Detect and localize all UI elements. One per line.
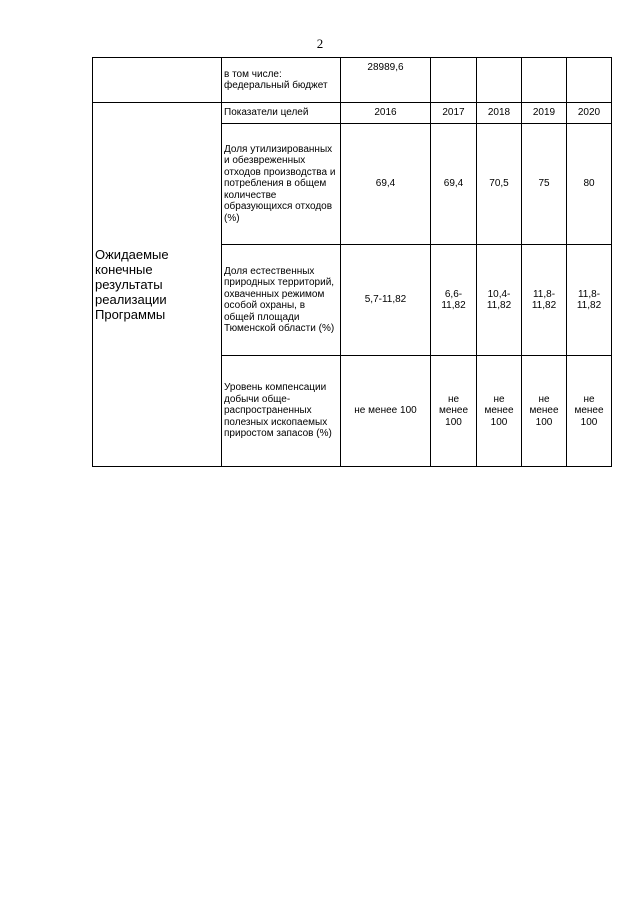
indicator-value: 11,8-11,82	[567, 245, 612, 356]
indicator-value: 75	[522, 124, 567, 245]
indicator-value: не менее 100	[522, 356, 567, 467]
indicator-value: не менее 100	[341, 356, 431, 467]
indicator-label: Уровень компенсации добычи обще-распространенных полезных ископаемых приростом запасов (%)	[222, 356, 341, 467]
indicator-label: Доля естественных природных территорий, охваченных режимом особой охраны, в общей площади Тюменской области (%)	[222, 245, 341, 356]
indicator-value: 69,4	[431, 124, 477, 245]
empty-cell	[477, 58, 522, 103]
indicator-value: 70,5	[477, 124, 522, 245]
indicator-value: не менее 100	[567, 356, 612, 467]
year-cell: 2020	[567, 103, 612, 124]
indicator-label: Доля утилизированных и обезвреженных отходов производства и потребления в общем количестве образующихся отходов (%)	[222, 124, 341, 245]
program-table	[92, 57, 612, 467]
indicator-value: 10,4-11,82	[477, 245, 522, 356]
year-cell: 2017	[431, 103, 477, 124]
header-row	[93, 103, 612, 124]
empty-cell	[522, 58, 567, 103]
indicator-value: 5,7-11,82	[341, 245, 431, 356]
indicator-value: не менее 100	[477, 356, 522, 467]
indicator-value: не менее 100	[431, 356, 477, 467]
indicator-value: 80	[567, 124, 612, 245]
budget-row	[93, 58, 612, 103]
year-cell: 2019	[522, 103, 567, 124]
year-cell: 2016	[341, 103, 431, 124]
empty-cell	[567, 58, 612, 103]
indicator-value: 69,4	[341, 124, 431, 245]
page-number: 2	[316, 36, 324, 51]
budget-label: в том числе: федеральный бюджет	[222, 58, 341, 103]
empty-cell	[93, 58, 222, 103]
indicator-value: 11,8-11,82	[522, 245, 567, 356]
empty-cell	[431, 58, 477, 103]
header-label: Показатели целей	[222, 103, 341, 124]
indicator-value: 6,6-11,82	[431, 245, 477, 356]
year-cell: 2018	[477, 103, 522, 124]
section-title: Ожидаемые конечные результаты реализации Программы	[93, 103, 222, 467]
budget-value: 28989,6	[341, 58, 431, 103]
